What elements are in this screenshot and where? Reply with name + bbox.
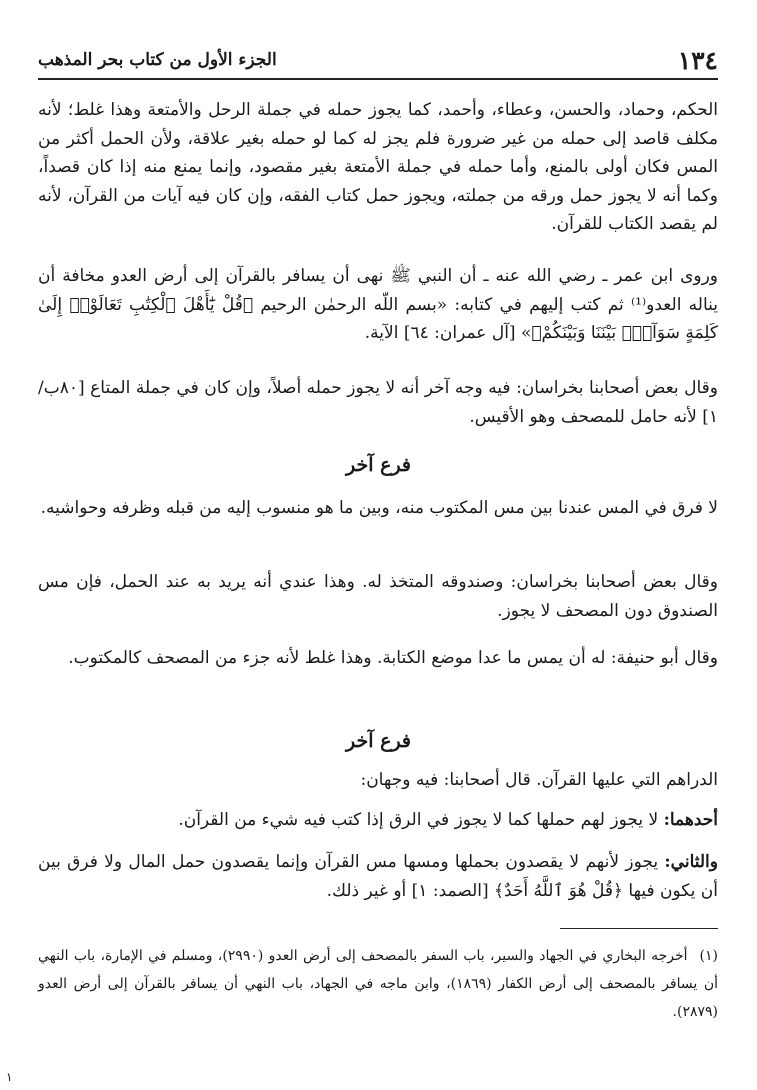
- paragraph-9-lead: والثاني:: [664, 852, 718, 872]
- header-rule: [38, 78, 718, 80]
- footnote-text: أخرجه البخاري في الجهاد والسير، باب السفر بالمصحف إلى أرض العدو (٢٩٩٠)، ومسلم في الإمارة، باب النهي أن يسافر بالمصحف إلى أرض الكفار (١٨٦٩)، وابن ماجه في الجهاد، باب النهي أن يسافر بالقرآن إلى أرض العدو (٢٨٧٩).: [38, 948, 718, 1020]
- footnote-rule: [560, 928, 718, 929]
- paragraph-7: الدراهم التي عليها القرآن. قال أصحابنا: فيه وجهان:: [360, 770, 718, 790]
- paragraph-9: [38, 848, 718, 905]
- paragraph-8: [38, 806, 718, 835]
- paragraph-4: لا فرق في المس عندنا بين مس المكتوب منه، وبين ما هو منسوب إليه من قبله وظرفه وحواشيه.: [40, 498, 718, 518]
- section-heading-2: فرع آخر: [345, 730, 412, 752]
- page-header: [38, 40, 718, 80]
- paragraph-8-text: لا يجوز لهم حملها كما لا يجوز في الرق إذا كتب فيه شيء من القرآن.: [178, 810, 664, 830]
- paragraph-8-lead: أحدهما:: [663, 810, 718, 830]
- paragraph-9-text: يجوز لأنهم لا يقصدون بحملها ومسها مس القرآن وإنما يقصدون حمل المال ولا فرق بين أن يكون فيها ﴿قُلْ هُوَ ٱللَّهُ أَحَدٌ﴾ [الصمد: ١] أو غير ذلك.: [38, 852, 718, 901]
- paragraph-2: وروى ابن عمر ـ رضي الله عنه ـ أن النبي ﷺ نهى أن يسافر بالقرآن إلى أرض العدو مخافة أن يناله العدو⁽¹⁾ ثم كتب إليهم في كتابه: «بسم اللّه الرحمٰن الرحيم ﴿قُلْ يَٰٓأَهْلَ ٱلْكِتَٰبِ تَعَالَوْا۟ إِلَىٰ كَلِمَةٍ سَوَآءٍۭ بَيْنَنَا وَبَيْنَكُمْ﴾» [آل عمران: ٦٤] الآية.: [38, 266, 718, 343]
- footnote-number: (١): [699, 948, 719, 964]
- paragraph-6: وقال أبو حنيفة: له أن يمس ما عدا موضع الكتابة. وهذا غلط لأنه جزء من المصحف كالمكتوب.: [68, 648, 718, 668]
- paragraph-3: وقال بعض أصحابنا بخراسان: فيه وجه آخر أنه لا يجوز حمله أصلاً، وإن كان في جملة المتاع [٨٠ب/ ١] لأنه حامل للمصحف وهو الأقيس.: [38, 378, 718, 427]
- paragraph-1: الحكم، وحماد، والحسن، وعطاء، وأحمد، كما يجوز حمله في جملة الرحل والأمتعة وهذا غلط؛ لأنه مكلف قاصد إلى حمله من غير ضرورة فلم يجز له كما لو حمله بغير علاقة، ولأن الحمل أكثر من المس فكان أولى بالمنع، وأما حمله في جملة الأمتعة بغير مقصود، وإنما يمنع منه إذا كان قصداً، وكما أنه لا يجوز حمل ورقه من جملته، ويجوز حمل كتاب الفقه، وإن كان فيه آيات من القرآن، لأنه لم يقصد الكتاب للقرآن.: [38, 100, 718, 234]
- page-number: ١٣٤: [677, 46, 718, 75]
- footnote: [38, 942, 718, 1026]
- running-title: الجزء الأول من كتاب بحر المذهب: [38, 50, 277, 70]
- corner-mark: ١: [6, 1070, 13, 1084]
- section-heading-1: فرع آخر: [345, 454, 412, 476]
- paragraph-5: وقال بعض أصحابنا بخراسان: وصندوقه المتخذ له. وهذا عندي أنه يريد به عند الحمل، فإن مس الصندوق دون المصحف لا يجوز.: [38, 572, 718, 621]
